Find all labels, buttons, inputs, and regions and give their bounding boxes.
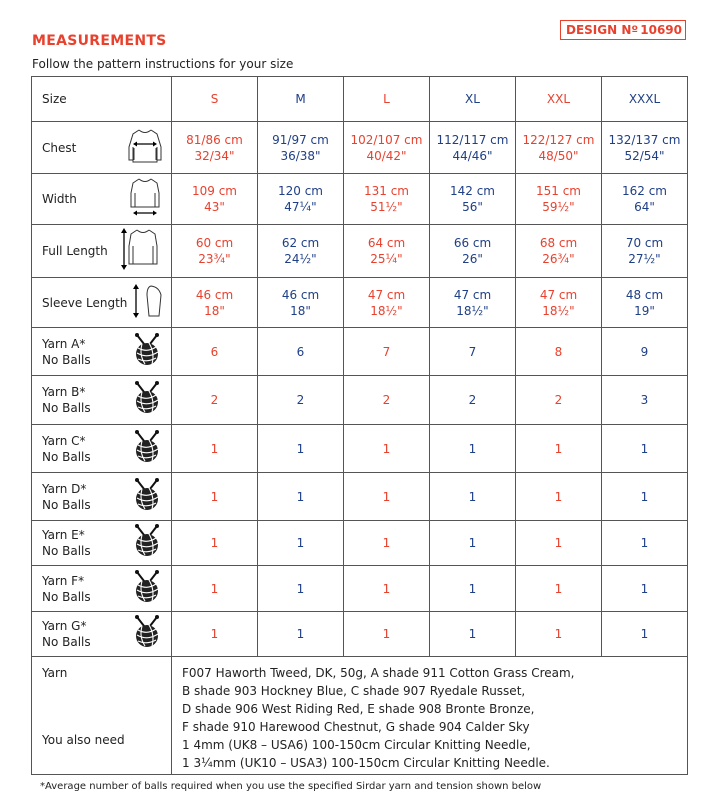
yarn-ball-count: 1 xyxy=(516,566,602,612)
size-header-s: S xyxy=(172,77,258,122)
yarn-ball-count: 3 xyxy=(602,376,688,425)
value-cm: 47 cm xyxy=(453,287,492,302)
measurements-table xyxy=(31,76,688,775)
yarn-ball-count: 7 xyxy=(430,328,516,376)
value-inches: 48/50" xyxy=(538,148,579,163)
yarn-label-cell xyxy=(32,566,172,612)
value-cm: 66 cm xyxy=(453,236,492,250)
measurement-value xyxy=(516,225,602,278)
size-header-row xyxy=(32,77,688,122)
materials-line: F007 Haworth Tweed, DK, 50g, A shade 911 Cotton Grass Cream, xyxy=(182,666,575,680)
yarn-ball-count: 1 xyxy=(516,612,602,657)
yarn-ball-count: 1 xyxy=(516,425,602,473)
yarn-ball-count: 1 xyxy=(258,566,344,612)
value-inches: 59½" xyxy=(542,200,575,214)
measurement-value xyxy=(602,278,688,328)
materials-text-cell xyxy=(172,657,688,775)
value-cm: 48 cm xyxy=(625,287,664,302)
measurement-label: Full Length xyxy=(42,244,108,258)
yarn-ball-count: 8 xyxy=(516,328,602,376)
materials-labels-cell xyxy=(32,657,172,775)
measurement-value xyxy=(172,225,258,278)
value-inches: 64" xyxy=(634,200,655,214)
value-inches: 52/54" xyxy=(624,148,665,163)
yarn-ball-count: 1 xyxy=(602,473,688,521)
value-inches: 40/42" xyxy=(366,148,407,163)
yarn-row xyxy=(32,425,688,473)
yarn-ball-count: 1 xyxy=(258,612,344,657)
yarn-ball-count: 1 xyxy=(258,521,344,566)
size-header-xxl: XXL xyxy=(516,77,602,122)
value-cm: 64 cm xyxy=(367,236,406,250)
yarn-ball-count: 1 xyxy=(344,473,430,521)
value-cm: 120 cm xyxy=(277,184,323,198)
value-cm: 47 cm xyxy=(539,287,578,302)
design-number-box xyxy=(560,20,686,40)
yarn-ball-icon xyxy=(131,615,163,653)
measurement-value xyxy=(172,278,258,328)
measurement-value xyxy=(602,225,688,278)
yarn-ball-count: 1 xyxy=(172,473,258,521)
yarn-ball-count: 2 xyxy=(172,376,258,425)
measurement-label: Sleeve Length xyxy=(42,295,128,310)
measurement-row-chest xyxy=(32,122,688,174)
measurement-value xyxy=(430,278,516,328)
yarn-ball-count: 7 xyxy=(344,328,430,376)
measurement-value xyxy=(258,122,344,174)
value-cm: 102/107 cm xyxy=(350,132,423,147)
measurement-value xyxy=(344,174,430,225)
chest-garment-icon xyxy=(125,127,165,169)
materials-line: 1 3¼mm (UK10 – USA3) 100-150cm Circular Knitting Needle. xyxy=(182,756,550,770)
measurement-label: Width xyxy=(42,192,77,206)
yarn-ball-count: 1 xyxy=(602,612,688,657)
yarn-ball-count: 1 xyxy=(430,473,516,521)
value-inches: 18½" xyxy=(370,303,403,318)
need-heading: You also need xyxy=(42,733,125,747)
value-inches: 18" xyxy=(290,303,311,318)
measurement-row-full-length xyxy=(32,225,688,278)
measurement-value xyxy=(430,174,516,225)
yarn-label: Yarn C* xyxy=(42,433,86,448)
yarn-ball-count: 1 xyxy=(172,521,258,566)
yarn-ball-count: 1 xyxy=(516,473,602,521)
value-inches: 18½" xyxy=(456,303,489,318)
yarn-ball-count: 9 xyxy=(602,328,688,376)
measurement-label-cell xyxy=(32,174,172,225)
value-cm: 122/127 cm xyxy=(522,132,595,147)
measurement-value xyxy=(602,174,688,225)
yarn-sublabel: No Balls xyxy=(42,449,91,464)
yarn-label: Yarn B* xyxy=(42,385,86,399)
yarn-ball-icon xyxy=(131,430,163,468)
value-cm: 91/97 cm xyxy=(272,132,329,147)
measurement-row-sleeve-length xyxy=(32,278,688,328)
materials-line: D shade 906 West Riding Red, E shade 908 Bronte Bronze, xyxy=(182,702,535,716)
yarn-ball-count: 2 xyxy=(516,376,602,425)
yarn-label: Yarn E* xyxy=(42,528,85,542)
yarn-ball-count: 1 xyxy=(430,521,516,566)
yarn-ball-count: 2 xyxy=(258,376,344,425)
yarn-ball-count: 1 xyxy=(602,566,688,612)
length-garment-icon xyxy=(119,226,165,276)
yarn-ball-count: 1 xyxy=(430,425,516,473)
yarn-row xyxy=(32,521,688,566)
value-cm: 68 cm xyxy=(539,236,578,250)
yarn-sublabel: No Balls xyxy=(42,635,91,649)
measurement-row-width xyxy=(32,174,688,225)
measurement-label: Chest xyxy=(42,140,77,155)
yarn-ball-count: 1 xyxy=(258,425,344,473)
design-label: DESIGN Nº xyxy=(566,23,639,37)
materials-line: B shade 903 Hockney Blue, C shade 907 Ryedale Russet, xyxy=(182,684,526,698)
measurement-value xyxy=(516,174,602,225)
page-title: MEASUREMENTS xyxy=(32,33,167,49)
yarn-ball-count: 2 xyxy=(344,376,430,425)
measurement-value xyxy=(344,122,430,174)
value-cm: 70 cm xyxy=(625,236,664,250)
yarn-label-cell xyxy=(32,328,172,376)
value-cm: 132/137 cm xyxy=(608,132,681,147)
yarn-ball-count: 1 xyxy=(172,566,258,612)
value-cm: 60 cm xyxy=(195,236,234,250)
yarn-ball-count: 1 xyxy=(602,425,688,473)
value-inches: 27½" xyxy=(628,252,661,266)
yarn-ball-count: 1 xyxy=(430,612,516,657)
value-inches: 26¾" xyxy=(542,252,575,266)
value-inches: 51½" xyxy=(370,200,403,214)
yarn-ball-count: 1 xyxy=(602,521,688,566)
value-inches: 26" xyxy=(462,252,483,266)
yarn-sublabel: No Balls xyxy=(42,352,91,367)
yarn-ball-icon xyxy=(131,570,163,608)
measurement-label-cell xyxy=(32,278,172,328)
measurement-value xyxy=(516,122,602,174)
measurement-value xyxy=(258,225,344,278)
materials-line: 1 4mm (UK8 – USA6) 100-150cm Circular Knitting Needle, xyxy=(182,738,531,752)
yarn-ball-count: 6 xyxy=(172,328,258,376)
value-cm: 81/86 cm xyxy=(186,132,243,147)
yarn-label: Yarn A* xyxy=(42,336,86,351)
yarn-label: Yarn F* xyxy=(42,573,85,588)
value-inches: 44/46" xyxy=(452,148,493,163)
yarn-label-cell xyxy=(32,612,172,657)
yarn-ball-icon xyxy=(131,381,163,419)
yarn-heading: Yarn xyxy=(42,666,68,680)
value-inches: 43" xyxy=(204,200,225,214)
value-inches: 19" xyxy=(634,303,655,318)
value-inches: 32/34" xyxy=(194,148,235,163)
yarn-label-cell xyxy=(32,473,172,521)
value-inches: 47¼" xyxy=(284,200,317,214)
yarn-row xyxy=(32,612,688,657)
value-cm: 142 cm xyxy=(449,184,495,198)
value-cm: 162 cm xyxy=(621,184,667,198)
yarn-ball-count: 1 xyxy=(344,612,430,657)
sleeve-garment-icon xyxy=(131,283,165,323)
design-number: 10690 xyxy=(640,23,682,37)
yarn-ball-count: 1 xyxy=(430,566,516,612)
measurement-value xyxy=(430,225,516,278)
value-cm: 151 cm xyxy=(535,184,581,198)
value-inches: 25¼" xyxy=(370,252,403,266)
yarn-ball-count: 1 xyxy=(344,566,430,612)
measurement-label-cell xyxy=(32,122,172,174)
value-inches: 24½" xyxy=(284,252,317,266)
yarn-label-cell xyxy=(32,425,172,473)
size-header-xl: XL xyxy=(430,77,516,122)
materials-row xyxy=(32,657,688,775)
value-cm: 46 cm xyxy=(195,287,234,302)
yarn-ball-icon xyxy=(131,333,163,371)
yarn-label: Yarn D* xyxy=(42,481,87,496)
measurement-value xyxy=(430,122,516,174)
yarn-row xyxy=(32,328,688,376)
footnote: *Average number of balls required when you use the specified Sirdar yarn and tension shown below xyxy=(40,781,542,792)
yarn-sublabel: No Balls xyxy=(42,589,91,604)
value-cm: 46 cm xyxy=(281,287,320,302)
value-inches: 18½" xyxy=(542,303,575,318)
value-cm: 131 cm xyxy=(363,184,409,198)
yarn-label-cell xyxy=(32,521,172,566)
value-inches: 56" xyxy=(462,200,483,214)
yarn-ball-icon xyxy=(131,478,163,516)
measurement-value xyxy=(516,278,602,328)
yarn-row xyxy=(32,473,688,521)
page-subtitle: Follow the pattern instructions for your size xyxy=(32,57,294,71)
size-header-xxxl: XXXL xyxy=(602,77,688,122)
yarn-ball-count: 1 xyxy=(172,612,258,657)
yarn-ball-count: 1 xyxy=(172,425,258,473)
yarn-label-cell xyxy=(32,376,172,425)
yarn-ball-count: 1 xyxy=(516,521,602,566)
yarn-row xyxy=(32,376,688,425)
value-cm: 112/117 cm xyxy=(436,132,509,147)
yarn-sublabel: No Balls xyxy=(42,544,91,558)
measurement-value xyxy=(172,122,258,174)
yarn-ball-count: 6 xyxy=(258,328,344,376)
size-header-l: L xyxy=(344,77,430,122)
yarn-ball-count: 1 xyxy=(344,425,430,473)
materials-line: F shade 910 Harewood Chestnut, G shade 904 Calder Sky xyxy=(182,720,530,734)
measurement-value xyxy=(172,174,258,225)
measurement-value xyxy=(602,122,688,174)
yarn-sublabel: No Balls xyxy=(42,401,91,415)
value-cm: 62 cm xyxy=(281,236,320,250)
yarn-sublabel: No Balls xyxy=(42,497,91,512)
measurement-value xyxy=(258,278,344,328)
yarn-ball-count: 2 xyxy=(430,376,516,425)
yarn-ball-count: 1 xyxy=(258,473,344,521)
yarn-ball-count: 1 xyxy=(344,521,430,566)
size-header-m: M xyxy=(258,77,344,122)
yarn-row xyxy=(32,566,688,612)
value-inches: 18" xyxy=(204,303,225,318)
measurement-value xyxy=(258,174,344,225)
value-inches: 36/38" xyxy=(280,148,321,163)
size-label: Size xyxy=(32,77,172,122)
measurement-value xyxy=(344,278,430,328)
value-inches: 23¾" xyxy=(198,252,231,266)
yarn-label: Yarn G* xyxy=(42,619,87,633)
value-cm: 109 cm xyxy=(191,184,237,198)
measurement-value xyxy=(344,225,430,278)
width-garment-icon xyxy=(125,177,165,221)
yarn-ball-icon xyxy=(131,524,163,562)
measurement-label-cell xyxy=(32,225,172,278)
value-cm: 47 cm xyxy=(367,287,406,302)
